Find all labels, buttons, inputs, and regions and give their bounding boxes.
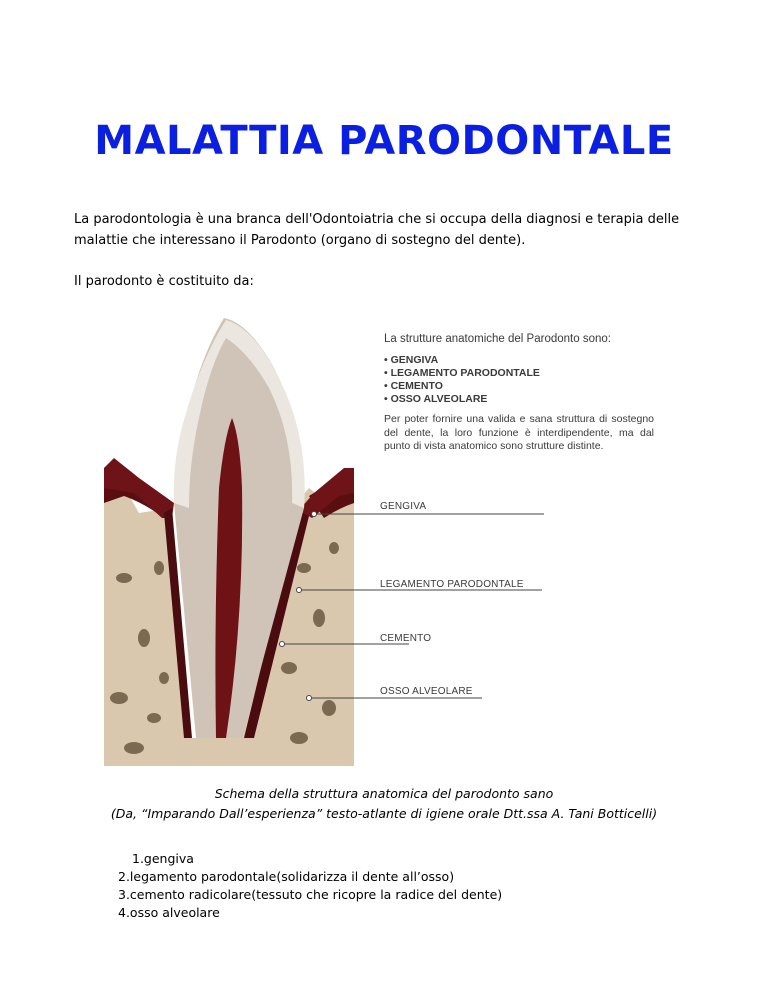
numbered-list [118, 850, 678, 922]
label-cemento: CEMENTO [380, 633, 432, 644]
list-item: 3.cemento radicolare(tessuto che ricopre la radice del dente) [118, 887, 503, 902]
list-item: 1.gengiva [132, 851, 194, 866]
figure-list-item: • CEMENTO [384, 380, 540, 393]
page-title: MALATTIA PARODONTALE [94, 118, 674, 164]
intro-paragraph: La parodontologia è una branca dell'Odontoiatria che si occupa della diagnosi e terapia delle malattie che interessano il Parodonto (organo di sostegno del dente). [74, 212, 680, 248]
list-item: 2.legamento parodontale(solidarizza il dente all’osso) [118, 869, 455, 884]
label-osso: OSSO ALVEOLARE [380, 686, 473, 697]
caption-line-2: (Da, “Imparando Dall’esperienza” testo-atlante di igiene orale Dtt.ssa A. Tani Botticelli) [110, 806, 658, 821]
figure-caption [100, 784, 668, 824]
figure-list-item: • LEGAMENTO PARODONTALE [384, 367, 540, 380]
figure-list-item: • GENGIVA [384, 354, 540, 367]
figure-list-item: • OSSO ALVEOLARE [384, 393, 540, 406]
lead-paragraph: Il parodonto è costituito da: [74, 274, 254, 289]
label-legamento: LEGAMENTO PARODONTALE [380, 579, 524, 590]
figure-body-text: Per poter fornire una valida e sana struttura di sostegno del dente, la loro funzione è interdipendente, ma dal punto di vista anatomico sono strutture distinte. [384, 413, 654, 452]
figure-heading: La strutture anatomiche del Parodonto sono: [384, 333, 611, 345]
figure-structure-list [384, 354, 540, 406]
list-item: 4.osso alveolare [118, 905, 220, 920]
label-gengiva: GENGIVA [380, 501, 427, 512]
caption-line-1: Schema della struttura anatomica del parodonto sano [214, 786, 554, 801]
periodontium-figure [104, 318, 664, 766]
